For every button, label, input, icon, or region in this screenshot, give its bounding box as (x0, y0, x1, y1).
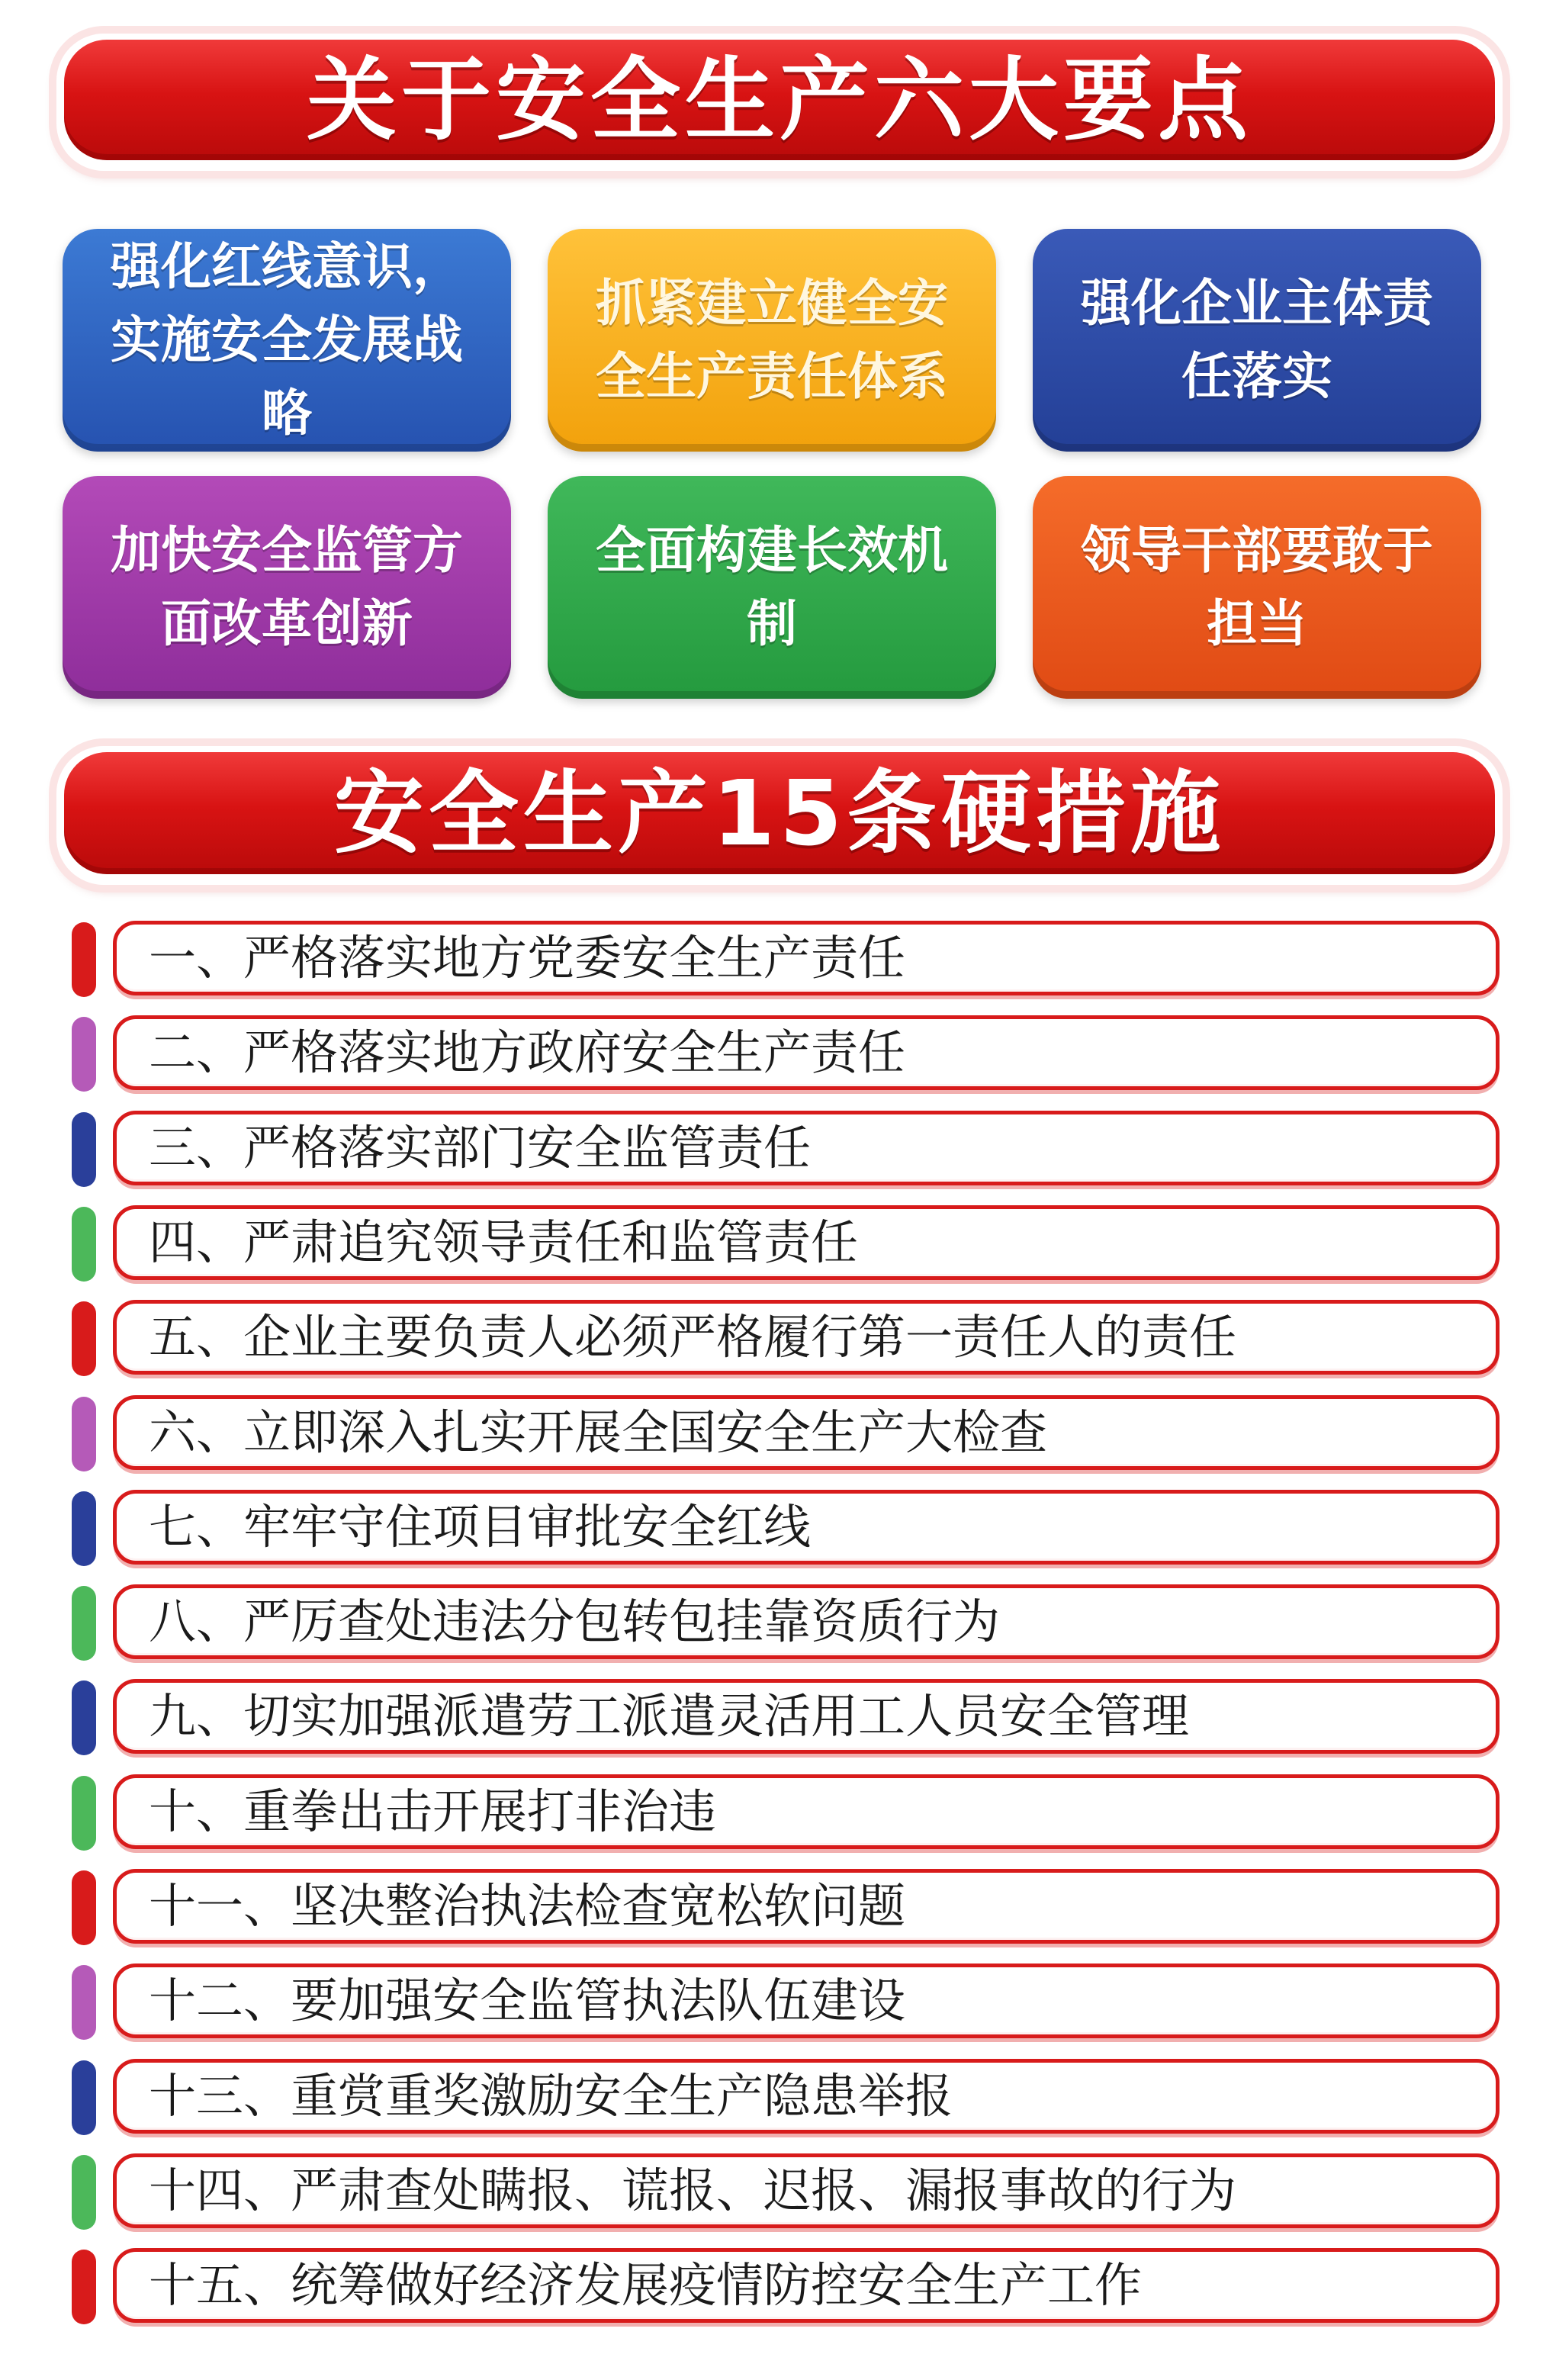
measure-color-bar (72, 1017, 96, 1092)
measure-text: 十三、重赏重奖激励安全生产隐患举报 (149, 2068, 953, 2124)
measure-box (113, 921, 1500, 995)
key-point-text: 领导干部要敢于担当 (1081, 521, 1433, 653)
measure-color-bar (72, 1586, 96, 1661)
measure-color-bar (72, 1397, 96, 1471)
measure-box (113, 1490, 1500, 1565)
measure-item (72, 1488, 1507, 1572)
measure-item (72, 2247, 1507, 2330)
measure-box (113, 2059, 1500, 2134)
measure-text: 十五、统筹做好经济发展疫情防控安全生产工作 (149, 2257, 1143, 2313)
measure-box (113, 1111, 1500, 1185)
measure-text: 八、严厉查处违法分包转包挂靠资质行为 (149, 1594, 1001, 1649)
measure-text: 五、企业主要负责人必须严格履行第一责任人的责任 (149, 1309, 1237, 1365)
title-banner-key-points (56, 34, 1503, 171)
measure-color-bar (72, 1965, 96, 2040)
measure-text: 十一、坚决整治执法检查宽松软问题 (149, 1878, 906, 1934)
key-point-card (63, 229, 511, 452)
measure-item (72, 1677, 1507, 1761)
measure-box (113, 1774, 1500, 1849)
measure-item (72, 1109, 1507, 1193)
title-banner-measures (56, 746, 1503, 885)
measure-box (113, 1300, 1500, 1375)
measure-item (72, 919, 1507, 1003)
measure-text: 三、严格落实部门安全监管责任 (149, 1120, 812, 1176)
key-point-card (548, 229, 996, 452)
measure-color-bar (72, 1870, 96, 1945)
measure-item (72, 2152, 1507, 2236)
measure-box (113, 1869, 1500, 1944)
measure-box (113, 1584, 1500, 1659)
measure-box (113, 1395, 1500, 1470)
measure-text: 十四、严肃查处瞒报、谎报、迟报、漏报事故的行为 (149, 2163, 1237, 2218)
measure-color-bar (72, 2250, 96, 2324)
key-point-card (63, 476, 511, 699)
measure-box (113, 1205, 1500, 1280)
measure-box (113, 1015, 1500, 1090)
key-point-card (1033, 229, 1481, 452)
measure-item (72, 1394, 1507, 1478)
measure-color-bar (72, 1112, 96, 1187)
section-title: 安全生产15条硬措施 (333, 761, 1226, 866)
measure-item (72, 1014, 1507, 1098)
key-point-text: 全面构建长效机制 (596, 521, 948, 653)
measure-color-bar (72, 2155, 96, 2230)
measure-text: 十、重拳出击开展打非治违 (149, 1783, 717, 1839)
measure-item (72, 1962, 1507, 2046)
measure-text: 七、牢牢守住项目审批安全红线 (149, 1499, 812, 1555)
key-point-text: 加快安全监管方面改革创新 (111, 521, 463, 653)
measure-item (72, 1204, 1507, 1288)
key-point-text: 强化红线意识，实施安全发展战略 (111, 237, 463, 442)
measure-color-bar (72, 922, 96, 997)
measure-item (72, 1298, 1507, 1382)
key-point-card (548, 476, 996, 699)
measure-color-bar (72, 2060, 96, 2135)
measure-text: 一、严格落实地方党委安全生产责任 (149, 930, 906, 986)
measure-box (113, 1679, 1500, 1754)
measure-color-bar (72, 1776, 96, 1851)
page-title: 关于安全生产六大要点 (306, 47, 1252, 153)
measure-item (72, 1583, 1507, 1667)
measure-box (113, 1963, 1500, 2038)
measure-color-bar (72, 1491, 96, 1566)
measure-box (113, 2248, 1500, 2323)
key-point-text: 强化企业主体责任落实 (1081, 274, 1433, 406)
title-banner-key-points-bg (64, 40, 1495, 160)
measure-color-bar (72, 1207, 96, 1282)
measure-text: 九、切实加强派遣劳工派遣灵活用工人员安全管理 (149, 1688, 1190, 1744)
measure-text: 十二、要加强安全监管执法队伍建设 (149, 1973, 906, 2028)
measure-text: 二、严格落实地方政府安全生产责任 (149, 1024, 906, 1080)
measure-box (113, 2153, 1500, 2228)
measure-item (72, 1867, 1507, 1951)
measure-color-bar (72, 1680, 96, 1755)
measure-item (72, 1773, 1507, 1857)
key-point-card (1033, 476, 1481, 699)
measure-text: 四、严肃追究领导责任和监管责任 (149, 1214, 859, 1270)
measure-text: 六、立即深入扎实开展全国安全生产大检查 (149, 1404, 1048, 1460)
key-point-text: 抓紧建立健全安全生产责任体系 (596, 274, 948, 406)
measure-color-bar (72, 1301, 96, 1376)
title-banner-measures-bg (64, 752, 1495, 874)
measure-item (72, 2057, 1507, 2141)
